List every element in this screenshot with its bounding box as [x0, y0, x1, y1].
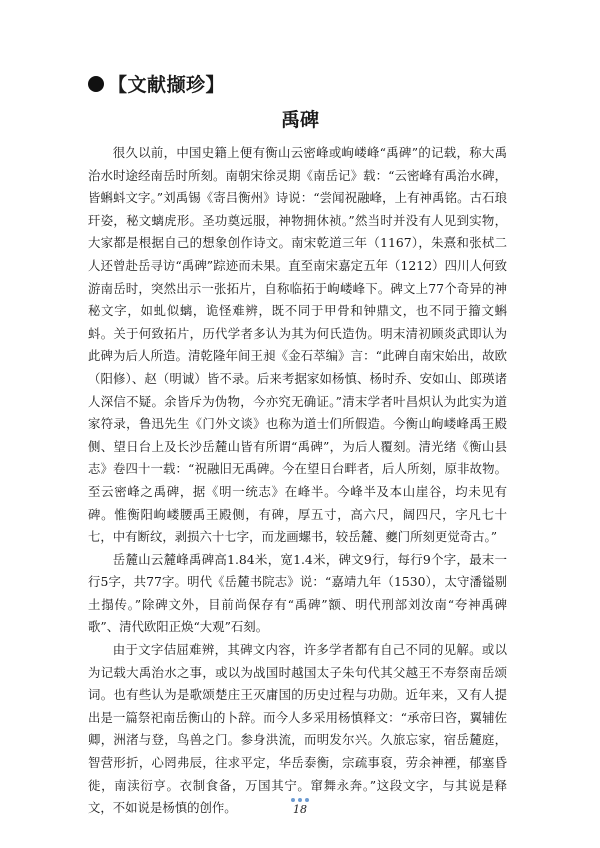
- bullet-dot-icon: [88, 76, 104, 92]
- page-number: 18: [293, 803, 307, 816]
- article-body: [88, 142, 507, 820]
- dots-ornament-icon: [0, 798, 600, 802]
- paragraph-1: 很久以前，中国史籍上便有衡山云密峰或岣嵝峰“禹碑”的记载，称大禹治水时途经南岳时所刻。南朝宋徐灵期《南岳记》载：“云密峰有禹治水碑，皆蝌蚪文字。”刘禹锡《寄吕衡州》诗说：“尝闻祝融峰，上有神禹铭。古石琅玕姿，秘文螭虎形。圣功奠远服，神物拥休祯。”然当时并没有人见到实物，大家都是根据自己的想象创作诗文。南宋乾道三年（1167），朱熹和张栻二人还曾赴岳寻访“禹碑”踪迹而未果。直至南宋嘉定五年（1212）四川人何致游南岳时，突然出示一张拓片，自称临拓于岣嵝峰下。碑文上77个奇异的神秘文字，如虬似螭，诡怪难辨，既不同于甲骨和钟鼎文，也不同于籀文蝌蚪。关于何致拓片，历代学者多认为其为何氏造伪。明末清初顾炎武即认为此碑为后人所造。清乾隆年间王昶《金石萃编》言：“此碑自南宋始出，故欧（阳修）、赵（明诚）皆不录。后来考据家如杨慎、杨时乔、安如山、郎瑛诸人深信不疑。余皆斥为伪物，今亦究无确证。”清末学者叶昌炽认为此实为道家符录，鲁迅先生《门外文谈》也称为道士们所假造。今衡山岣嵝峰禹王殿侧、望日台上及长沙岳麓山皆有所谓“禹碑”，为后人覆刻。清光绪《衡山县志》卷四十一载：“祝融旧无禹碑。今在望日台畔者，后人所刻，原非故物。至云密峰之禹碑，据《明一统志》在峰半。今峰半及本山崖谷，均未见有碑。惟衡阳岣嵝腰禹王殿侧，有碑，厚五寸，高六尺，阔四尺，字凡七十七，中有断纹，剥损六十七字，而龙画螺书，较岳麓、夔门所刻更觉奇古。”: [88, 145, 507, 545]
- section-header: [88, 70, 225, 97]
- paragraph-2: 岳麓山云麓峰禹碑高1.84米，宽1.4米，碑文9行，每行9个字，最末一行5字，共77字。明代《岳麓书院志》说：“嘉靖九年（1530），太守潘镒剔土搨传。”除碑文外，目前尚保存有“禹碑”额、明代刑部刘汝南“夸神禹碑歌”、清代欧阳正焕“大观”石刻。: [88, 551, 507, 635]
- section-title: 【文献撷珍】: [108, 74, 226, 96]
- page-footer: [0, 798, 600, 816]
- article-title: 禹碑: [280, 109, 319, 131]
- paragraph-3: 由于文字佶屈难辨，其碑文内容，许多学者都有自己不同的见解。或以为记载大禹治水之事，或以为战国时越国太子朱句代其父越王不寿祭南岳颂词。也有些认为是歌颂楚庄王灭庸国的历史过程与功勋。近年来，又有人提出是一篇祭祀南岳衡山的卜辞。而今人多采用杨慎释文：“承帝曰咨，翼辅佐卿，洲渚与登，鸟兽之门。参身洪流，而明发尔兴。久旅忘家，宿岳麓庭，智营形折，心罔弗辰，往求平定，华岳泰衡，宗疏事裒，劳余神禋，郁塞昏徙，南渎衍亨。衣制食备，万国其宁。窜舞永奔。”这段文字，与其说是释文，不如说是杨慎的创作。: [88, 642, 507, 816]
